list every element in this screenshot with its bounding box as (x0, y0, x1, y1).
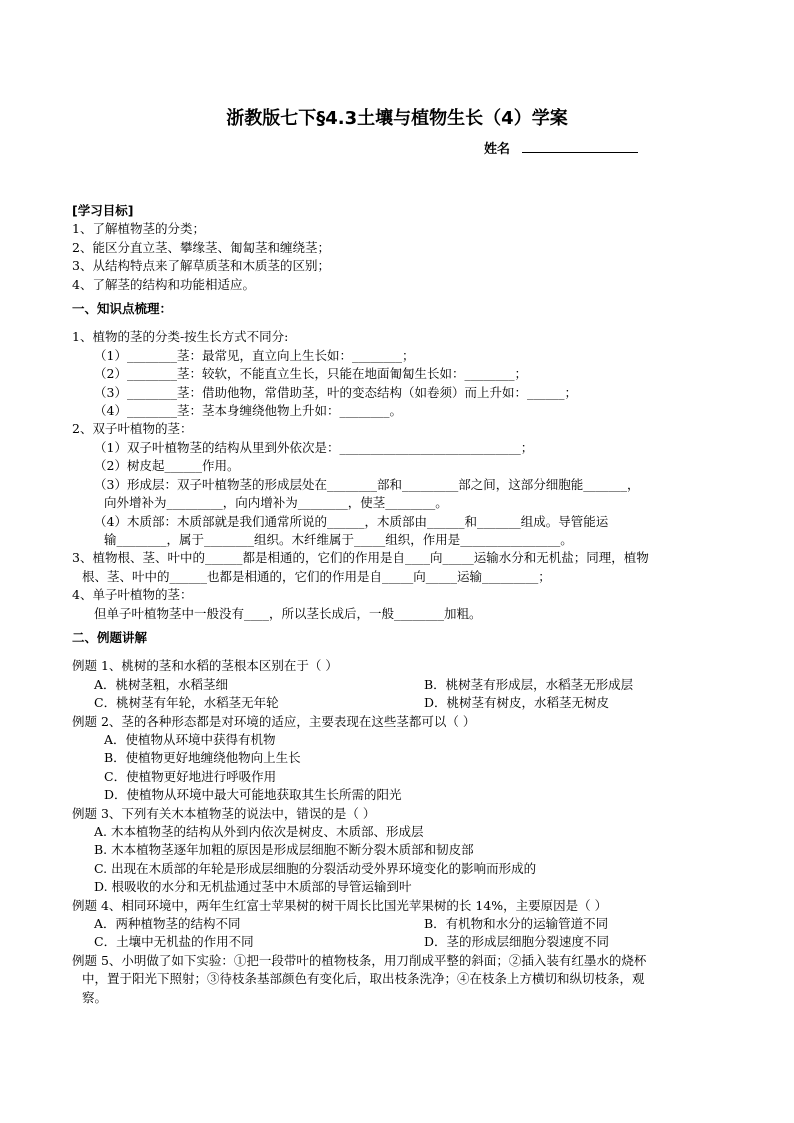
option-c[interactable]: C．土壤中无机盐的作用不同 (94, 934, 254, 950)
knowledge-line: （4）木质部：木质部就是我们通常所说的______，木质部由______和_______组成。导管能运 (94, 513, 609, 529)
option-a[interactable]: A．桃树茎粗，水稻茎细 (94, 676, 229, 692)
question-4-options-row (72, 915, 732, 933)
option-b[interactable]: B．使植物更好地缠绕他物向上生长 (104, 750, 301, 766)
knowledge-line: （2）树皮起______作用。 (94, 458, 240, 474)
section2-heading: 二、例题讲解 (72, 629, 148, 645)
knowledge-line: 根、茎、叶中的______也都是相通的，它们的作用是自_____向_____运输_________； (82, 568, 551, 584)
page-title: 浙教版七下§4.3土壤与植物生长（4）学案 (226, 108, 568, 129)
option-a[interactable]: A. 木本植物茎的结构从外到内依次是树皮、木质部、形成层 (94, 824, 424, 839)
knowledge-line: 1、植物的茎的分类-按生长方式不同分: (72, 329, 289, 345)
option-d[interactable]: D．茎的形成层细胞分裂速度不同 (424, 934, 610, 950)
question-1-options-row (72, 694, 732, 712)
knowledge-line: 3、植物根、茎、叶中的______都是相通的，它们的作用是自____向_____运输水分和无机盐；同理，植物 (72, 550, 649, 566)
knowledge-line: （4）________茎：茎本身缠绕他物上升如：________。 (94, 403, 402, 419)
option-d[interactable]: D. 根吸收的水分和无机盐通过茎中木质部的导管运输到叶 (94, 879, 412, 895)
objective-item: 3、从结构特点来了解草质茎和木质茎的区别； (72, 258, 330, 274)
question-5-line: 察。 (82, 989, 108, 1005)
option-b[interactable]: B．有机物和水分的运输管道不同 (424, 916, 609, 932)
knowledge-line: 2、双子叶植物的茎： (72, 421, 193, 437)
section1-heading: 一、知识点梳理： (72, 301, 173, 317)
question-2-stem: 例题 2、茎的各种形态都是对环境的适应，主要表现在这些茎都可以（ ） (72, 713, 476, 729)
knowledge-line: 输________，属于________组织。木纤维属于_____组织，作用是________________。 (104, 531, 573, 547)
name-field (484, 138, 638, 157)
option-b[interactable]: B. 木本植物茎逐年加粗的原因是形成层细胞不断分裂木质部和韧皮部 (94, 842, 474, 858)
objective-item: 2、能区分直立茎、攀缘茎、匍匐茎和缠绕茎； (72, 239, 330, 255)
knowledge-line: （3）________茎：借助他物，常借助茎，叶的变态结构（如卷须）而上升如：______； (94, 384, 577, 400)
question-4-options-row (72, 933, 732, 951)
question-5-line: 中，置于阳光下照射；③待枝条基部颜色有变化后，取出枝条洗净；④在枝条上方横切和纵切枝条，观 (82, 971, 645, 987)
knowledge-line: （1）双子叶植物茎的结构从里到外依次是：_____________________________； (94, 439, 534, 455)
knowledge-line: （2）________茎：较软，不能直立生长，只能在地面匍匐生长如：________； (94, 366, 527, 382)
question-5-line: 例题 5、小明做了如下实验：①把一段带叶的植物枝条，用刀削成平整的斜面；②插入装有红墨水的烧杯 (72, 952, 647, 968)
name-label: 姓名 (484, 142, 511, 157)
knowledge-line: 向外增补为_________，向内增补为________，使茎________。 (104, 495, 448, 511)
knowledge-line: （3）形成层：双子叶植物茎的形成层处在________部和_________部之间，这部分细胞能_______， (94, 476, 640, 492)
worksheet-body (72, 202, 732, 1007)
option-c[interactable]: C．使植物更好地进行呼吸作用 (104, 768, 277, 784)
question-3-stem: 例题 3、下列有关木本植物茎的说法中，错误的是（ ） (72, 805, 376, 821)
option-a[interactable]: A．两种植物茎的结构不同 (94, 916, 241, 932)
option-a[interactable]: A．使植物从环境中获得有机物 (104, 731, 276, 747)
option-d[interactable]: D．桃树茎有树皮，水稻茎无树皮 (424, 695, 610, 711)
name-blank[interactable] (522, 140, 638, 153)
option-c[interactable]: C. 出现在木质部的年轮是形成层细胞的分裂活动受外界环境变化的影响而形成的 (94, 860, 537, 876)
option-c[interactable]: C．桃树茎有年轮，水稻茎无年轮 (94, 695, 279, 711)
knowledge-line: 4、单子叶植物的茎： (72, 587, 193, 603)
question-1-stem: 例题 1、桃树的茎和水稻的茎根本区别在于（ ） (72, 658, 338, 674)
objective-item: 4、了解茎的结构和功能相适应。 (72, 276, 255, 292)
option-d[interactable]: D．使植物从环境中最大可能地获取其生长所需的阳光 (104, 787, 402, 803)
question-4-stem: 例题 4、相同环境中，两年生红富士苹果树的树干周长比国光苹果树的长 14%，主要原因是（ ） (72, 897, 608, 913)
option-b[interactable]: B．桃树茎有形成层，水稻茎无形成层 (424, 676, 634, 692)
knowledge-line: 但单子叶植物茎中一般没有____，所以茎长成后，一般________加粗。 (94, 605, 482, 621)
knowledge-line: （1）________茎：最常见，直立向上生长如：________； (94, 347, 415, 363)
objectives-heading: [学习目标] (72, 203, 134, 218)
question-1-options-row (72, 676, 732, 694)
objective-item: 1、了解植物茎的分类； (72, 221, 205, 237)
